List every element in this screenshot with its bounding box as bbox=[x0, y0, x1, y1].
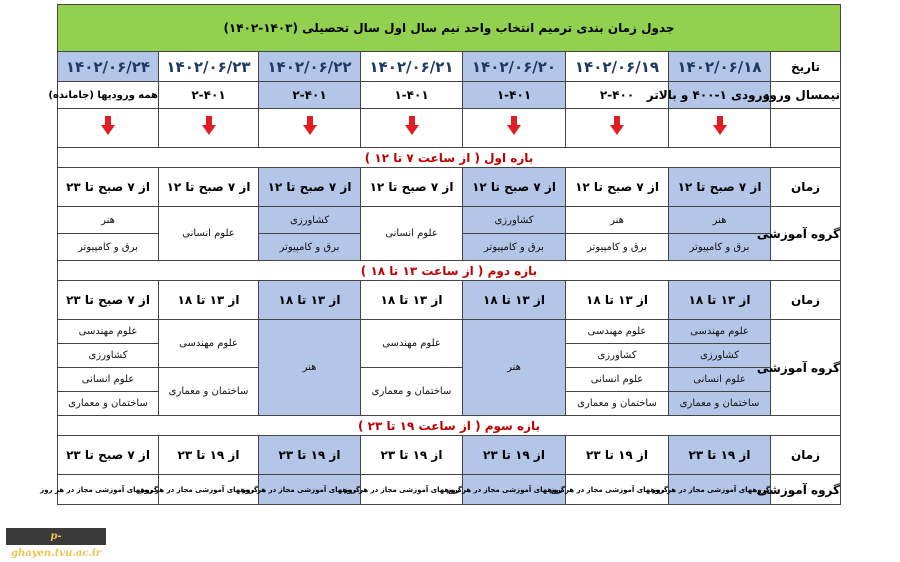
arrow-cell bbox=[58, 109, 159, 148]
time-cell: از ۱۹ تا ۲۳ bbox=[669, 436, 771, 475]
arrow-cell bbox=[159, 109, 259, 148]
arrow-cell bbox=[669, 109, 771, 148]
group-cell: کشاورزی bbox=[463, 207, 566, 234]
group-note-cell: گروههای آموزشی مجاز در هر روز bbox=[58, 475, 159, 505]
time-cell: از ۷ صبح تا ۱۲ bbox=[566, 168, 669, 207]
entry-cell: ۱-۴۰۱ bbox=[361, 82, 463, 109]
arrow-down-icon bbox=[405, 116, 419, 136]
date-cell: ۱۴۰۲/۰۶/۲۳ bbox=[159, 52, 259, 82]
group-cell: علوم انسانی bbox=[669, 368, 771, 392]
site-watermark: p-ghayen.tvu.ac.ir bbox=[6, 528, 106, 545]
group-cell: برق و کامپیوتر bbox=[259, 234, 361, 261]
entry-cell: ۲-۴۰۱ bbox=[159, 82, 259, 109]
arrow-spacer bbox=[771, 109, 841, 148]
title-row bbox=[58, 5, 841, 52]
group-cell: کشاورزی bbox=[566, 344, 669, 368]
schedule-container bbox=[40, 4, 840, 505]
time-label: زمان bbox=[771, 436, 841, 475]
group-cell: هنر bbox=[58, 207, 159, 234]
time-cell: از ۱۳ تا ۱۸ bbox=[259, 281, 361, 320]
time-cell: از ۱۹ تا ۲۳ bbox=[361, 436, 463, 475]
arrow-down-icon bbox=[610, 116, 624, 136]
time-cell: از ۱۳ تا ۱۸ bbox=[159, 281, 259, 320]
date-cell: ۱۴۰۲/۰۶/۲۱ bbox=[361, 52, 463, 82]
time-cell: از ۷ صبح تا ۱۲ bbox=[361, 168, 463, 207]
period-1-group-row bbox=[58, 207, 841, 234]
group-cell: کشاورزی bbox=[669, 344, 771, 368]
group-cell: علوم مهندسی bbox=[361, 320, 463, 368]
period-3-title: بازه سوم ( از ساعت ۱۹ تا ۲۳ ) bbox=[58, 416, 841, 436]
entry-cell: ۲-۴۰۱ bbox=[259, 82, 361, 109]
entry-cell: ورودی ۱-۴۰۰ و بالاتر bbox=[669, 82, 771, 109]
page-title: جدول زمان بندی ترمیم انتخاب واحد نیم سال اول سال تحصیلی (۱۴۰۳-۱۴۰۲) bbox=[58, 5, 841, 52]
entry-label: نیمسال ورود bbox=[771, 82, 841, 109]
entry-cell: همه ورودیها (جامانده) bbox=[58, 82, 159, 109]
group-cell: ساختمان و معماری bbox=[361, 368, 463, 416]
group-cell: علوم مهندسی bbox=[669, 320, 771, 344]
period-2-group-row-3 bbox=[58, 368, 841, 392]
group-cell: علوم مهندسی bbox=[58, 320, 159, 344]
arrow-cell bbox=[463, 109, 566, 148]
time-label: زمان bbox=[771, 168, 841, 207]
time-label: زمان bbox=[771, 281, 841, 320]
group-cell: علوم مهندسی bbox=[159, 320, 259, 368]
group-cell: برق و کامپیوتر bbox=[669, 234, 771, 261]
date-row bbox=[58, 52, 841, 82]
group-note-cell: گروههای آموزشی مجاز در هر روز bbox=[566, 475, 669, 505]
group-note-cell: گروههای آموزشی مجاز در هر روز bbox=[463, 475, 566, 505]
entry-row bbox=[58, 82, 841, 109]
group-cell: هنر bbox=[463, 320, 566, 416]
period-1-time-row bbox=[58, 168, 841, 207]
time-cell: از ۱۳ تا ۱۸ bbox=[361, 281, 463, 320]
time-cell: از ۱۳ تا ۱۸ bbox=[566, 281, 669, 320]
date-label: تاریخ bbox=[771, 52, 841, 82]
period-1-band bbox=[58, 148, 841, 168]
group-cell: علوم انسانی bbox=[58, 368, 159, 392]
time-cell: از ۱۹ تا ۲۳ bbox=[159, 436, 259, 475]
group-label: گروه آموزشی bbox=[771, 320, 841, 416]
time-cell: از ۱۳ تا ۱۸ bbox=[669, 281, 771, 320]
arrow-down-icon bbox=[507, 116, 521, 136]
group-cell: علوم انسانی bbox=[566, 368, 669, 392]
time-cell: از ۷ صبح تا ۱۲ bbox=[159, 168, 259, 207]
time-cell: از ۷ صبح تا ۱۲ bbox=[669, 168, 771, 207]
group-cell: برق و کامپیوتر bbox=[566, 234, 669, 261]
group-cell: کشاورزی bbox=[259, 207, 361, 234]
period-3-band bbox=[58, 416, 841, 436]
schedule-table bbox=[40, 4, 841, 505]
group-cell: علوم انسانی bbox=[159, 207, 259, 261]
group-note-cell: گروههای آموزشی مجاز در هر روز bbox=[669, 475, 771, 505]
group-label: گروه آموزشی bbox=[771, 207, 841, 261]
group-label: گروه آموزشی bbox=[771, 475, 841, 505]
arrow-cell bbox=[259, 109, 361, 148]
period-2-time-row bbox=[58, 281, 841, 320]
time-cell: از ۷ صبح تا ۲۳ bbox=[58, 436, 159, 475]
period-2-band bbox=[58, 261, 841, 281]
time-cell: از ۷ صبح تا ۱۲ bbox=[259, 168, 361, 207]
period-3-time-row bbox=[58, 436, 841, 475]
date-cell: ۱۴۰۲/۰۶/۲۰ bbox=[463, 52, 566, 82]
time-cell: از ۱۳ تا ۱۸ bbox=[463, 281, 566, 320]
time-cell: از ۷ صبح تا ۲۳ bbox=[58, 168, 159, 207]
time-cell: از ۷ صبح تا ۱۲ bbox=[463, 168, 566, 207]
period-1-title: بازه اول ( از ساعت ۷ تا ۱۲ ) bbox=[58, 148, 841, 168]
group-cell: ساختمان و معماری bbox=[58, 392, 159, 416]
group-cell: علوم مهندسی bbox=[566, 320, 669, 344]
period-2-title: بازه دوم ( از ساعت ۱۳ تا ۱۸ ) bbox=[58, 261, 841, 281]
time-cell: از ۱۹ تا ۲۳ bbox=[566, 436, 669, 475]
period-3-group-row bbox=[58, 475, 841, 505]
group-cell: برق و کامپیوتر bbox=[58, 234, 159, 261]
arrow-cell bbox=[566, 109, 669, 148]
entry-cell: ۲-۴۰۰ bbox=[566, 82, 669, 109]
arrow-cell bbox=[361, 109, 463, 148]
arrow-down-icon bbox=[303, 116, 317, 136]
group-cell: علوم انسانی bbox=[361, 207, 463, 261]
group-cell: هنر bbox=[259, 320, 361, 416]
group-note-cell: گروههای آموزشی مجاز در هر روز bbox=[259, 475, 361, 505]
date-cell: ۱۴۰۲/۰۶/۲۲ bbox=[259, 52, 361, 82]
period-2-group-row bbox=[58, 320, 841, 344]
group-cell: کشاورزی bbox=[58, 344, 159, 368]
group-cell: ساختمان و معماری bbox=[566, 392, 669, 416]
date-cell: ۱۴۰۲/۰۶/۱۸ bbox=[669, 52, 771, 82]
group-cell: برق و کامپیوتر bbox=[463, 234, 566, 261]
time-cell: از ۱۹ تا ۲۳ bbox=[259, 436, 361, 475]
group-cell: ساختمان و معماری bbox=[159, 368, 259, 416]
date-cell: ۱۴۰۲/۰۶/۲۴ bbox=[58, 52, 159, 82]
arrow-down-icon bbox=[713, 116, 727, 136]
group-note-cell: گروههای آموزشی مجاز در هر روز bbox=[361, 475, 463, 505]
group-cell: ساختمان و معماری bbox=[669, 392, 771, 416]
arrow-down-icon bbox=[101, 116, 115, 136]
arrow-row bbox=[58, 109, 841, 148]
time-cell: از ۱۹ تا ۲۳ bbox=[463, 436, 566, 475]
date-cell: ۱۴۰۲/۰۶/۱۹ bbox=[566, 52, 669, 82]
group-cell: هنر bbox=[669, 207, 771, 234]
group-note-cell: گروههای آموزشی مجاز در هر روز bbox=[159, 475, 259, 505]
group-cell: هنر bbox=[566, 207, 669, 234]
time-cell: از ۷ صبح تا ۲۳ bbox=[58, 281, 159, 320]
entry-cell: ۱-۴۰۱ bbox=[463, 82, 566, 109]
arrow-down-icon bbox=[202, 116, 216, 136]
